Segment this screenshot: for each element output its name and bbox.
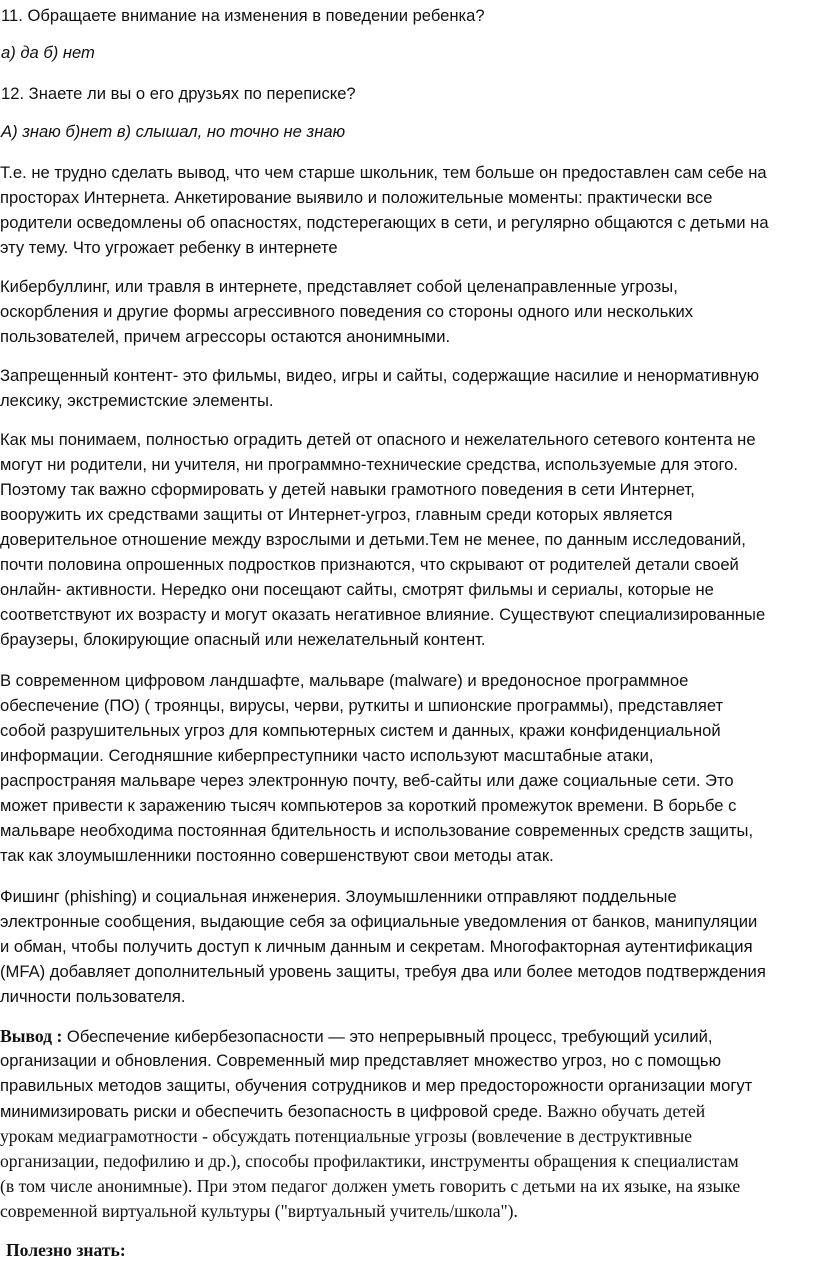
text-line: Поэтому так важно сформировать у детей навыки грамотного поведения в сети Интернет, — [0, 480, 695, 499]
conclusion-label: Вывод : — [0, 1026, 63, 1046]
text-line: (MFA) добавляет дополнительный уровень защиты, требуя два или более методов подтверждения — [0, 962, 766, 981]
text-line: организации, педофилию и др.), способы профилактики, инструменты обращения к специалистам — [0, 1151, 739, 1171]
text-line: доверительное отношение между взрослыми и детьми.Тем не менее, по данным исследований, — [0, 530, 746, 549]
text-line: оскорбления и другие формы агрессивного поведения со стороны одного или нескольких — [0, 302, 694, 321]
text-span: минимизировать риски и обеспечить безопасность в цифровой среде. — [0, 1102, 543, 1121]
question-12-answers: А) знаю б)нет в) слышал, но точно не знаю — [1, 122, 346, 141]
text-line: родители осведомлены об опасностях, подстерегающих в сети, и регулярно общаются с детьми на — [0, 213, 769, 232]
text-line: Фишинг (phishing) и социальная инженерия. Злоумышленники отправляют поддельные — [0, 887, 677, 906]
text-line — [0, 1025, 713, 1048]
text-line: личности пользователя. — [0, 987, 186, 1006]
text-line: соответствуют их возрасту и могут оказать негативное влияние. Существуют специализированные — [0, 605, 766, 624]
text-line: вооружить их средствами защиты от Интернет-угроз, главным среди которых является — [0, 505, 673, 524]
text-line: пользователей, причем агрессоры остаются анонимными. — [0, 327, 451, 346]
text-line: почти половина опрошенных подростков признаются, что скрывают от родителей детали своей — [0, 555, 739, 574]
text-line: правильных методов защиты, обучения сотрудников и мер предосторожности организации могут — [0, 1076, 753, 1095]
text-span: Обеспечение кибербезопасности — это непрерывный процесс, требующий усилий, — [62, 1027, 713, 1046]
text-line: собой разрушительных угроз для компьютерных систем и данных, кражи конфиденциальной — [0, 721, 721, 740]
question-12: 12. Знаете ли вы о его друзьях по переписке? — [1, 84, 356, 103]
text-line: Кибербуллинг, или травля в интернете, представляет собой целенаправленные угрозы, — [0, 277, 678, 296]
text-line: электронные сообщения, выдающие себя за официальные уведомления от банков, манипуляции — [0, 912, 758, 931]
text-line: просторах Интернета. Анкетирование выявило и положительные моменты: практически все — [0, 188, 713, 207]
text-line: и обман, чтобы получить доступ к личным данным и секретам. Многофакторная аутентификация — [0, 937, 753, 956]
text-line — [0, 1100, 705, 1123]
text-line: могут ни родители, ни учителя, ни программно-технические средства, используемые для этого. — [0, 455, 739, 474]
text-line: информации. Сегодняшние киберпреступники часто используют масштабные атаки, — [0, 746, 654, 765]
text-line: Как мы понимаем, полностью оградить детей от опасного и нежелательного сетевого контента не — [0, 430, 756, 449]
text-line: урокам медиаграмотности - обсуждать потенциальные угрозы (вовлечение в деструктивные — [0, 1126, 693, 1146]
text-line: организации и обновления. Современный мир представляет множество угроз, но с помощью — [0, 1051, 722, 1070]
text-line: распространяя мальваре через электронную почту, веб-сайты или даже социальные сети. Это — [0, 771, 734, 790]
text-line: обеспечение (ПО) ( троянцы, вирусы, черви, руткиты и шпионские программы), представляет — [0, 696, 724, 715]
text-line: может привести к заражению тысяч компьютеров за короткий промежуток времени. В борьбе с — [0, 796, 737, 815]
question-11: 11. Обращаете внимание на изменения в поведении ребенка? — [1, 6, 485, 25]
text-line: В современном цифровом ландшафте, мальваре (malware) и вредоносное программное — [0, 671, 689, 690]
text-line: браузеры, блокирующие опасный или нежелательный контент. — [0, 630, 486, 649]
text-line: так как злоумышленники постоянно совершенствуют свои методы атак. — [0, 846, 554, 865]
text-line: современной виртуальной культуры ("виртуальный учитель/школа"). — [0, 1201, 518, 1221]
text-line: онлайн- активности. Нередко они посещают сайты, смотрят фильмы и сериалы, которые не — [0, 580, 714, 599]
text-line: Т.е. не трудно сделать вывод, что чем старше школьник, тем больше он предоставлен сам себе на — [0, 163, 767, 182]
text-line: (в том числе анонимные). При этом педагог должен уметь говорить с детьми на их языке, на языке — [0, 1176, 741, 1196]
useful-heading: Полезно знать: — [6, 1240, 126, 1260]
text-line: лексику, экстремистские элементы. — [0, 391, 274, 410]
text-span: Важно обучать детей — [542, 1101, 706, 1121]
text-line: мальваре необходима постоянная бдительность и использование современных средств защиты, — [0, 821, 754, 840]
text-line: Запрещенный контент- это фильмы, видео, игры и сайты, содержащие насилие и ненормативную — [0, 366, 760, 385]
text-line: эту тему. Что угрожает ребенку в интернете — [0, 238, 338, 257]
question-11-answers: а) да б) нет — [1, 43, 95, 62]
